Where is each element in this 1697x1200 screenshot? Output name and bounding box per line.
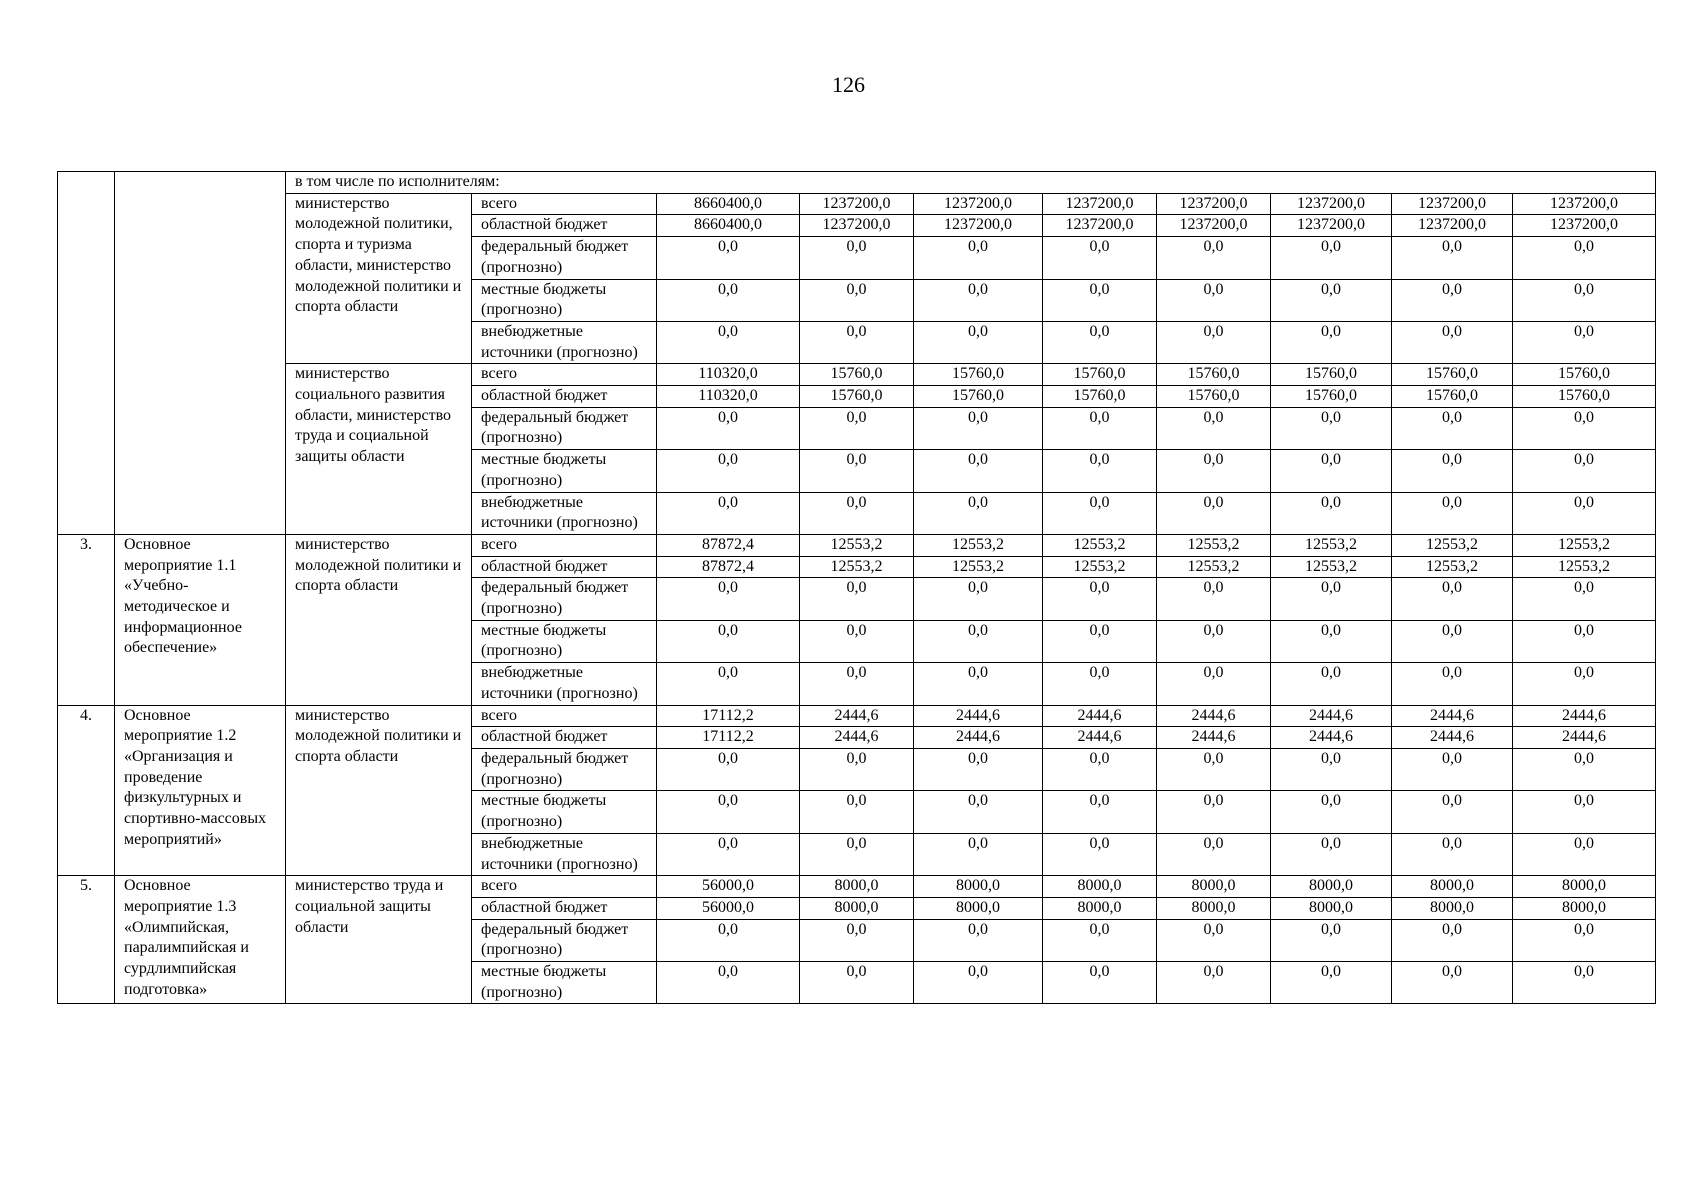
amount-cell: 0,0 bbox=[657, 578, 800, 620]
amount-cell: 0,0 bbox=[1043, 620, 1157, 662]
amount-cell: 0,0 bbox=[914, 492, 1043, 534]
amount-cell: 8000,0 bbox=[1513, 876, 1656, 898]
amount-cell: 15760,0 bbox=[800, 386, 914, 408]
amount-cell: 12553,2 bbox=[800, 534, 914, 556]
amount-cell: 0,0 bbox=[1513, 919, 1656, 961]
amount-cell: 12553,2 bbox=[1513, 534, 1656, 556]
table-row bbox=[58, 193, 1656, 215]
amount-cell: 15760,0 bbox=[800, 364, 914, 386]
funding-source-cell: местные бюджеты (прогнозно) bbox=[472, 450, 657, 492]
amount-cell: 0,0 bbox=[657, 237, 800, 279]
activity-cell: Основное мероприятие 1.1 «Учебно-методическое и информационное обеспечение» bbox=[115, 534, 286, 705]
amount-cell: 0,0 bbox=[1271, 663, 1392, 705]
amount-cell: 15760,0 bbox=[1271, 364, 1392, 386]
amount-cell: 0,0 bbox=[1271, 279, 1392, 321]
amount-cell: 0,0 bbox=[1513, 407, 1656, 449]
amount-cell: 0,0 bbox=[1043, 407, 1157, 449]
amount-cell: 0,0 bbox=[1157, 237, 1271, 279]
amount-cell: 8000,0 bbox=[1271, 876, 1392, 898]
amount-cell: 0,0 bbox=[1157, 578, 1271, 620]
amount-cell: 0,0 bbox=[1043, 492, 1157, 534]
amount-cell: 0,0 bbox=[1513, 962, 1656, 1004]
amount-cell: 0,0 bbox=[800, 962, 914, 1004]
number-cell: 3. bbox=[58, 534, 115, 705]
amount-cell: 15760,0 bbox=[1043, 364, 1157, 386]
amount-cell: 1237200,0 bbox=[1043, 215, 1157, 237]
amount-cell: 0,0 bbox=[1271, 620, 1392, 662]
amount-cell: 0,0 bbox=[1043, 663, 1157, 705]
amount-cell: 1237200,0 bbox=[1513, 193, 1656, 215]
executors-note-cell: в том числе по исполнителям: bbox=[286, 172, 1656, 194]
amount-cell: 0,0 bbox=[1271, 492, 1392, 534]
amount-cell: 0,0 bbox=[1513, 450, 1656, 492]
funding-source-cell: всего bbox=[472, 705, 657, 727]
number-cell bbox=[58, 172, 115, 535]
amount-cell: 2444,6 bbox=[1392, 705, 1513, 727]
amount-cell: 15760,0 bbox=[1043, 386, 1157, 408]
funding-source-cell: местные бюджеты (прогнозно) bbox=[472, 791, 657, 833]
funding-source-cell: всего bbox=[472, 534, 657, 556]
amount-cell: 0,0 bbox=[1392, 492, 1513, 534]
amount-cell: 2444,6 bbox=[914, 727, 1043, 749]
amount-cell: 8000,0 bbox=[800, 876, 914, 898]
amount-cell: 0,0 bbox=[1513, 791, 1656, 833]
amount-cell: 12553,2 bbox=[1513, 556, 1656, 578]
funding-source-cell: местные бюджеты (прогнозно) bbox=[472, 620, 657, 662]
amount-cell: 12553,2 bbox=[1271, 534, 1392, 556]
amount-cell: 0,0 bbox=[1157, 321, 1271, 363]
amount-cell: 110320,0 bbox=[657, 364, 800, 386]
amount-cell: 0,0 bbox=[1157, 919, 1271, 961]
funding-source-cell: областной бюджет bbox=[472, 556, 657, 578]
amount-cell: 0,0 bbox=[1043, 321, 1157, 363]
amount-cell: 0,0 bbox=[800, 791, 914, 833]
funding-source-cell: внебюджетные источники (прогнозно) bbox=[472, 492, 657, 534]
amount-cell: 0,0 bbox=[657, 748, 800, 790]
amount-cell: 0,0 bbox=[657, 492, 800, 534]
amount-cell: 110320,0 bbox=[657, 386, 800, 408]
amount-cell: 0,0 bbox=[914, 620, 1043, 662]
amount-cell: 0,0 bbox=[1157, 663, 1271, 705]
amount-cell: 0,0 bbox=[800, 321, 914, 363]
amount-cell: 0,0 bbox=[914, 833, 1043, 875]
funding-source-cell: федеральный бюджет (прогнозно) bbox=[472, 919, 657, 961]
amount-cell: 8000,0 bbox=[1392, 876, 1513, 898]
amount-cell: 2444,6 bbox=[1513, 705, 1656, 727]
funding-source-cell: внебюджетные источники (прогнозно) bbox=[472, 321, 657, 363]
amount-cell: 15760,0 bbox=[1157, 364, 1271, 386]
amount-cell: 2444,6 bbox=[1271, 727, 1392, 749]
table-body bbox=[58, 172, 1656, 1004]
funding-source-cell: федеральный бюджет (прогнозно) bbox=[472, 407, 657, 449]
amount-cell: 0,0 bbox=[1513, 663, 1656, 705]
table-row bbox=[58, 705, 1656, 727]
amount-cell: 0,0 bbox=[1392, 407, 1513, 449]
amount-cell: 15760,0 bbox=[1271, 386, 1392, 408]
amount-cell: 8000,0 bbox=[1157, 876, 1271, 898]
amount-cell: 0,0 bbox=[1157, 620, 1271, 662]
amount-cell: 2444,6 bbox=[1392, 727, 1513, 749]
funding-source-cell: областной бюджет bbox=[472, 386, 657, 408]
funding-source-cell: областной бюджет bbox=[472, 727, 657, 749]
amount-cell: 0,0 bbox=[1392, 663, 1513, 705]
executor-cell: министерство молодежной политики и спорта области bbox=[286, 705, 472, 876]
amount-cell: 0,0 bbox=[1271, 748, 1392, 790]
amount-cell: 0,0 bbox=[800, 663, 914, 705]
amount-cell: 8000,0 bbox=[1513, 897, 1656, 919]
amount-cell: 0,0 bbox=[914, 919, 1043, 961]
amount-cell: 2444,6 bbox=[800, 705, 914, 727]
amount-cell: 0,0 bbox=[1157, 791, 1271, 833]
amount-cell: 0,0 bbox=[1271, 321, 1392, 363]
amount-cell: 12553,2 bbox=[1271, 556, 1392, 578]
funding-source-cell: всего bbox=[472, 364, 657, 386]
amount-cell: 8000,0 bbox=[1271, 897, 1392, 919]
amount-cell: 0,0 bbox=[1513, 237, 1656, 279]
amount-cell: 12553,2 bbox=[1157, 534, 1271, 556]
amount-cell: 0,0 bbox=[1043, 578, 1157, 620]
amount-cell: 0,0 bbox=[657, 962, 800, 1004]
amount-cell: 0,0 bbox=[1392, 279, 1513, 321]
amount-cell: 0,0 bbox=[800, 407, 914, 449]
amount-cell: 0,0 bbox=[1513, 279, 1656, 321]
amount-cell: 1237200,0 bbox=[914, 193, 1043, 215]
amount-cell: 2444,6 bbox=[1513, 727, 1656, 749]
amount-cell: 0,0 bbox=[657, 450, 800, 492]
amount-cell: 0,0 bbox=[1043, 833, 1157, 875]
amount-cell: 87872,4 bbox=[657, 556, 800, 578]
amount-cell: 15760,0 bbox=[1513, 364, 1656, 386]
amount-cell: 0,0 bbox=[1043, 450, 1157, 492]
amount-cell: 12553,2 bbox=[1157, 556, 1271, 578]
funding-source-cell: внебюджетные источники (прогнозно) bbox=[472, 663, 657, 705]
amount-cell: 0,0 bbox=[1043, 962, 1157, 1004]
amount-cell: 0,0 bbox=[1271, 237, 1392, 279]
amount-cell: 2444,6 bbox=[914, 705, 1043, 727]
amount-cell: 0,0 bbox=[1392, 748, 1513, 790]
amount-cell: 12553,2 bbox=[1043, 534, 1157, 556]
amount-cell: 0,0 bbox=[1513, 833, 1656, 875]
activity-cell bbox=[115, 172, 286, 535]
table-row bbox=[58, 364, 1656, 386]
amount-cell: 0,0 bbox=[800, 919, 914, 961]
amount-cell: 0,0 bbox=[1513, 321, 1656, 363]
amount-cell: 0,0 bbox=[1043, 279, 1157, 321]
amount-cell: 0,0 bbox=[1043, 748, 1157, 790]
amount-cell: 0,0 bbox=[1392, 237, 1513, 279]
amount-cell: 8660400,0 bbox=[657, 215, 800, 237]
amount-cell: 0,0 bbox=[1043, 791, 1157, 833]
page-number: 126 bbox=[832, 72, 865, 97]
amount-cell: 0,0 bbox=[1392, 833, 1513, 875]
amount-cell: 1237200,0 bbox=[1392, 193, 1513, 215]
amount-cell: 0,0 bbox=[1392, 321, 1513, 363]
amount-cell: 0,0 bbox=[1271, 578, 1392, 620]
funding-source-cell: всего bbox=[472, 193, 657, 215]
amount-cell: 1237200,0 bbox=[1157, 215, 1271, 237]
amount-cell: 15760,0 bbox=[1157, 386, 1271, 408]
funding-source-cell: областной бюджет bbox=[472, 215, 657, 237]
amount-cell: 0,0 bbox=[914, 237, 1043, 279]
amount-cell: 0,0 bbox=[800, 492, 914, 534]
amount-cell: 0,0 bbox=[800, 578, 914, 620]
funding-source-cell: федеральный бюджет (прогнозно) bbox=[472, 237, 657, 279]
amount-cell: 56000,0 bbox=[657, 897, 800, 919]
amount-cell: 0,0 bbox=[800, 748, 914, 790]
amount-cell: 12553,2 bbox=[914, 534, 1043, 556]
amount-cell: 12553,2 bbox=[914, 556, 1043, 578]
amount-cell: 0,0 bbox=[1513, 748, 1656, 790]
amount-cell: 2444,6 bbox=[1157, 727, 1271, 749]
amount-cell: 0,0 bbox=[914, 578, 1043, 620]
amount-cell: 8000,0 bbox=[800, 897, 914, 919]
amount-cell: 1237200,0 bbox=[800, 193, 914, 215]
budget-table bbox=[57, 171, 1656, 1004]
amount-cell: 12553,2 bbox=[800, 556, 914, 578]
amount-cell: 0,0 bbox=[1157, 407, 1271, 449]
amount-cell: 0,0 bbox=[1392, 962, 1513, 1004]
amount-cell: 0,0 bbox=[1513, 578, 1656, 620]
executor-cell: министерство социального развития области, министерство труда и социальной защиты области bbox=[286, 364, 472, 535]
amount-cell: 0,0 bbox=[657, 620, 800, 662]
amount-cell: 1237200,0 bbox=[1157, 193, 1271, 215]
executor-cell: министерство молодежной политики и спорта области bbox=[286, 534, 472, 705]
amount-cell: 2444,6 bbox=[1043, 727, 1157, 749]
amount-cell: 0,0 bbox=[914, 321, 1043, 363]
activity-cell: Основное мероприятие 1.3 «Олимпийская, паралимпийская и сурдлимпийская подготовка» bbox=[115, 876, 286, 1004]
amount-cell: 0,0 bbox=[657, 279, 800, 321]
amount-cell: 0,0 bbox=[657, 663, 800, 705]
amount-cell: 0,0 bbox=[657, 791, 800, 833]
amount-cell: 8000,0 bbox=[1043, 897, 1157, 919]
amount-cell: 1237200,0 bbox=[1392, 215, 1513, 237]
amount-cell: 0,0 bbox=[1157, 450, 1271, 492]
amount-cell: 1237200,0 bbox=[1271, 215, 1392, 237]
amount-cell: 0,0 bbox=[800, 620, 914, 662]
amount-cell: 0,0 bbox=[914, 407, 1043, 449]
amount-cell: 0,0 bbox=[914, 663, 1043, 705]
amount-cell: 0,0 bbox=[914, 279, 1043, 321]
amount-cell: 0,0 bbox=[657, 833, 800, 875]
amount-cell: 1237200,0 bbox=[800, 215, 914, 237]
amount-cell: 2444,6 bbox=[1043, 705, 1157, 727]
funding-source-cell: федеральный бюджет (прогнозно) bbox=[472, 578, 657, 620]
amount-cell: 0,0 bbox=[657, 919, 800, 961]
amount-cell: 2444,6 bbox=[1157, 705, 1271, 727]
amount-cell: 12553,2 bbox=[1392, 556, 1513, 578]
amount-cell: 0,0 bbox=[914, 748, 1043, 790]
amount-cell: 0,0 bbox=[1392, 919, 1513, 961]
amount-cell: 1237200,0 bbox=[914, 215, 1043, 237]
amount-cell: 12553,2 bbox=[1392, 534, 1513, 556]
number-cell: 5. bbox=[58, 876, 115, 1004]
amount-cell: 0,0 bbox=[800, 279, 914, 321]
amount-cell: 0,0 bbox=[914, 450, 1043, 492]
table-row bbox=[58, 876, 1656, 898]
number-cell: 4. bbox=[58, 705, 115, 876]
table-row bbox=[58, 534, 1656, 556]
amount-cell: 0,0 bbox=[1271, 450, 1392, 492]
amount-cell: 8000,0 bbox=[1043, 876, 1157, 898]
funding-source-cell: областной бюджет bbox=[472, 897, 657, 919]
amount-cell: 8000,0 bbox=[914, 897, 1043, 919]
amount-cell: 0,0 bbox=[1043, 919, 1157, 961]
amount-cell: 0,0 bbox=[657, 321, 800, 363]
amount-cell: 0,0 bbox=[1271, 407, 1392, 449]
amount-cell: 15760,0 bbox=[914, 364, 1043, 386]
amount-cell: 15760,0 bbox=[1513, 386, 1656, 408]
amount-cell: 0,0 bbox=[1157, 279, 1271, 321]
amount-cell: 0,0 bbox=[1157, 962, 1271, 1004]
amount-cell: 1237200,0 bbox=[1271, 193, 1392, 215]
amount-cell: 0,0 bbox=[1271, 919, 1392, 961]
amount-cell: 0,0 bbox=[800, 450, 914, 492]
amount-cell: 0,0 bbox=[1392, 791, 1513, 833]
amount-cell: 8660400,0 bbox=[657, 193, 800, 215]
amount-cell: 0,0 bbox=[1392, 450, 1513, 492]
amount-cell: 0,0 bbox=[1392, 620, 1513, 662]
amount-cell: 0,0 bbox=[1513, 620, 1656, 662]
amount-cell: 12553,2 bbox=[1043, 556, 1157, 578]
amount-cell: 15760,0 bbox=[1392, 364, 1513, 386]
activity-cell: Основное мероприятие 1.2 «Организация и проведение физкультурных и спортивно-массовых мероприятий» bbox=[115, 705, 286, 876]
amount-cell: 0,0 bbox=[1043, 237, 1157, 279]
amount-cell: 17112,2 bbox=[657, 727, 800, 749]
amount-cell: 0,0 bbox=[1271, 962, 1392, 1004]
amount-cell: 0,0 bbox=[1157, 833, 1271, 875]
amount-cell: 0,0 bbox=[1513, 492, 1656, 534]
amount-cell: 0,0 bbox=[1271, 791, 1392, 833]
amount-cell: 56000,0 bbox=[657, 876, 800, 898]
amount-cell: 0,0 bbox=[657, 407, 800, 449]
funding-source-cell: местные бюджеты (прогнозно) bbox=[472, 279, 657, 321]
amount-cell: 17112,2 bbox=[657, 705, 800, 727]
amount-cell: 0,0 bbox=[800, 237, 914, 279]
amount-cell: 1237200,0 bbox=[1043, 193, 1157, 215]
executor-cell: министерство труда и социальной защиты области bbox=[286, 876, 472, 1004]
amount-cell: 2444,6 bbox=[1271, 705, 1392, 727]
table-row bbox=[58, 172, 1656, 194]
funding-source-cell: местные бюджеты (прогнозно) bbox=[472, 962, 657, 1004]
amount-cell: 0,0 bbox=[1392, 578, 1513, 620]
executor-cell: министерство молодежной политики, спорта и туризма области, министерство молодежной политики и спорта области bbox=[286, 193, 472, 364]
amount-cell: 8000,0 bbox=[1157, 897, 1271, 919]
amount-cell: 0,0 bbox=[914, 962, 1043, 1004]
amount-cell: 2444,6 bbox=[800, 727, 914, 749]
amount-cell: 15760,0 bbox=[1392, 386, 1513, 408]
amount-cell: 15760,0 bbox=[914, 386, 1043, 408]
amount-cell: 87872,4 bbox=[657, 534, 800, 556]
amount-cell: 8000,0 bbox=[1392, 897, 1513, 919]
amount-cell: 1237200,0 bbox=[1513, 215, 1656, 237]
amount-cell: 8000,0 bbox=[914, 876, 1043, 898]
funding-source-cell: всего bbox=[472, 876, 657, 898]
amount-cell: 0,0 bbox=[914, 791, 1043, 833]
amount-cell: 0,0 bbox=[1157, 492, 1271, 534]
amount-cell: 0,0 bbox=[1157, 748, 1271, 790]
funding-source-cell: федеральный бюджет (прогнозно) bbox=[472, 748, 657, 790]
amount-cell: 0,0 bbox=[800, 833, 914, 875]
funding-source-cell: внебюджетные источники (прогнозно) bbox=[472, 833, 657, 875]
amount-cell: 0,0 bbox=[1271, 833, 1392, 875]
